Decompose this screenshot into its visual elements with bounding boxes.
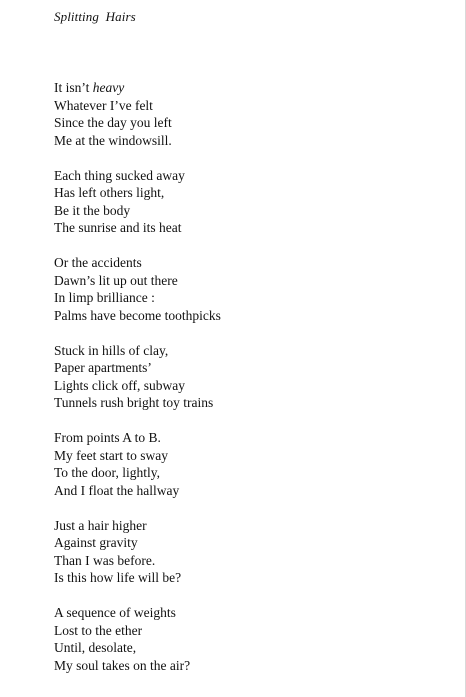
poem-line: The sunrise and its heat	[54, 220, 182, 235]
poem-line: Be it the body	[54, 202, 131, 218]
poem-line: My soul takes on the air?	[54, 657, 191, 673]
emphasized-word: heavy	[92, 80, 125, 95]
stanza	[54, 517, 221, 587]
poem-line: Each thing sucked away	[54, 167, 185, 183]
poem-line: From points A to B.	[54, 430, 161, 445]
poem-line: A sequence of weights	[54, 605, 176, 620]
poem-line: Paper apartments’	[54, 360, 152, 375]
line-text: It isn’t	[54, 80, 93, 95]
poem-line: Until, desolate,	[54, 640, 137, 655]
stanza	[54, 79, 221, 149]
poem-line: Has left others light,	[54, 185, 165, 200]
poem-line	[54, 79, 221, 97]
stanza	[54, 254, 221, 324]
poem-line: Lost to the ether	[54, 622, 143, 638]
poem-line: Is this how life will be?	[54, 570, 182, 585]
poem-line: Dawn’s lit up out there	[54, 272, 178, 288]
poem-line: Me at the windowsill.	[54, 132, 172, 148]
poem-line: And I float the hallway	[54, 482, 180, 498]
poem-line: Than I was before.	[54, 552, 156, 568]
poem-line: My feet start to sway	[54, 447, 168, 463]
poem-body	[54, 79, 221, 692]
poem-line: Since the day you left	[54, 115, 172, 130]
poem-line: In limp brilliance :	[54, 290, 155, 305]
poem-title: Splitting Hairs	[54, 9, 136, 24]
poem-line: Just a hair higher	[54, 517, 147, 533]
poem-line: Whatever I’ve felt	[54, 97, 153, 113]
stanza	[54, 342, 221, 412]
stanza	[54, 167, 221, 237]
poem-line: Palms have become toothpicks	[54, 307, 221, 323]
poem-line: Or the accidents	[54, 255, 142, 270]
poem-line: Stuck in hills of clay,	[54, 342, 169, 358]
stanza	[54, 604, 221, 674]
stanza	[54, 429, 221, 499]
poem-line: To the door, lightly,	[54, 465, 161, 480]
poem-line: Lights click off, subway	[54, 377, 185, 393]
poem-line: Tunnels rush bright toy trains	[54, 395, 214, 410]
poem-line: Against gravity	[54, 535, 138, 550]
